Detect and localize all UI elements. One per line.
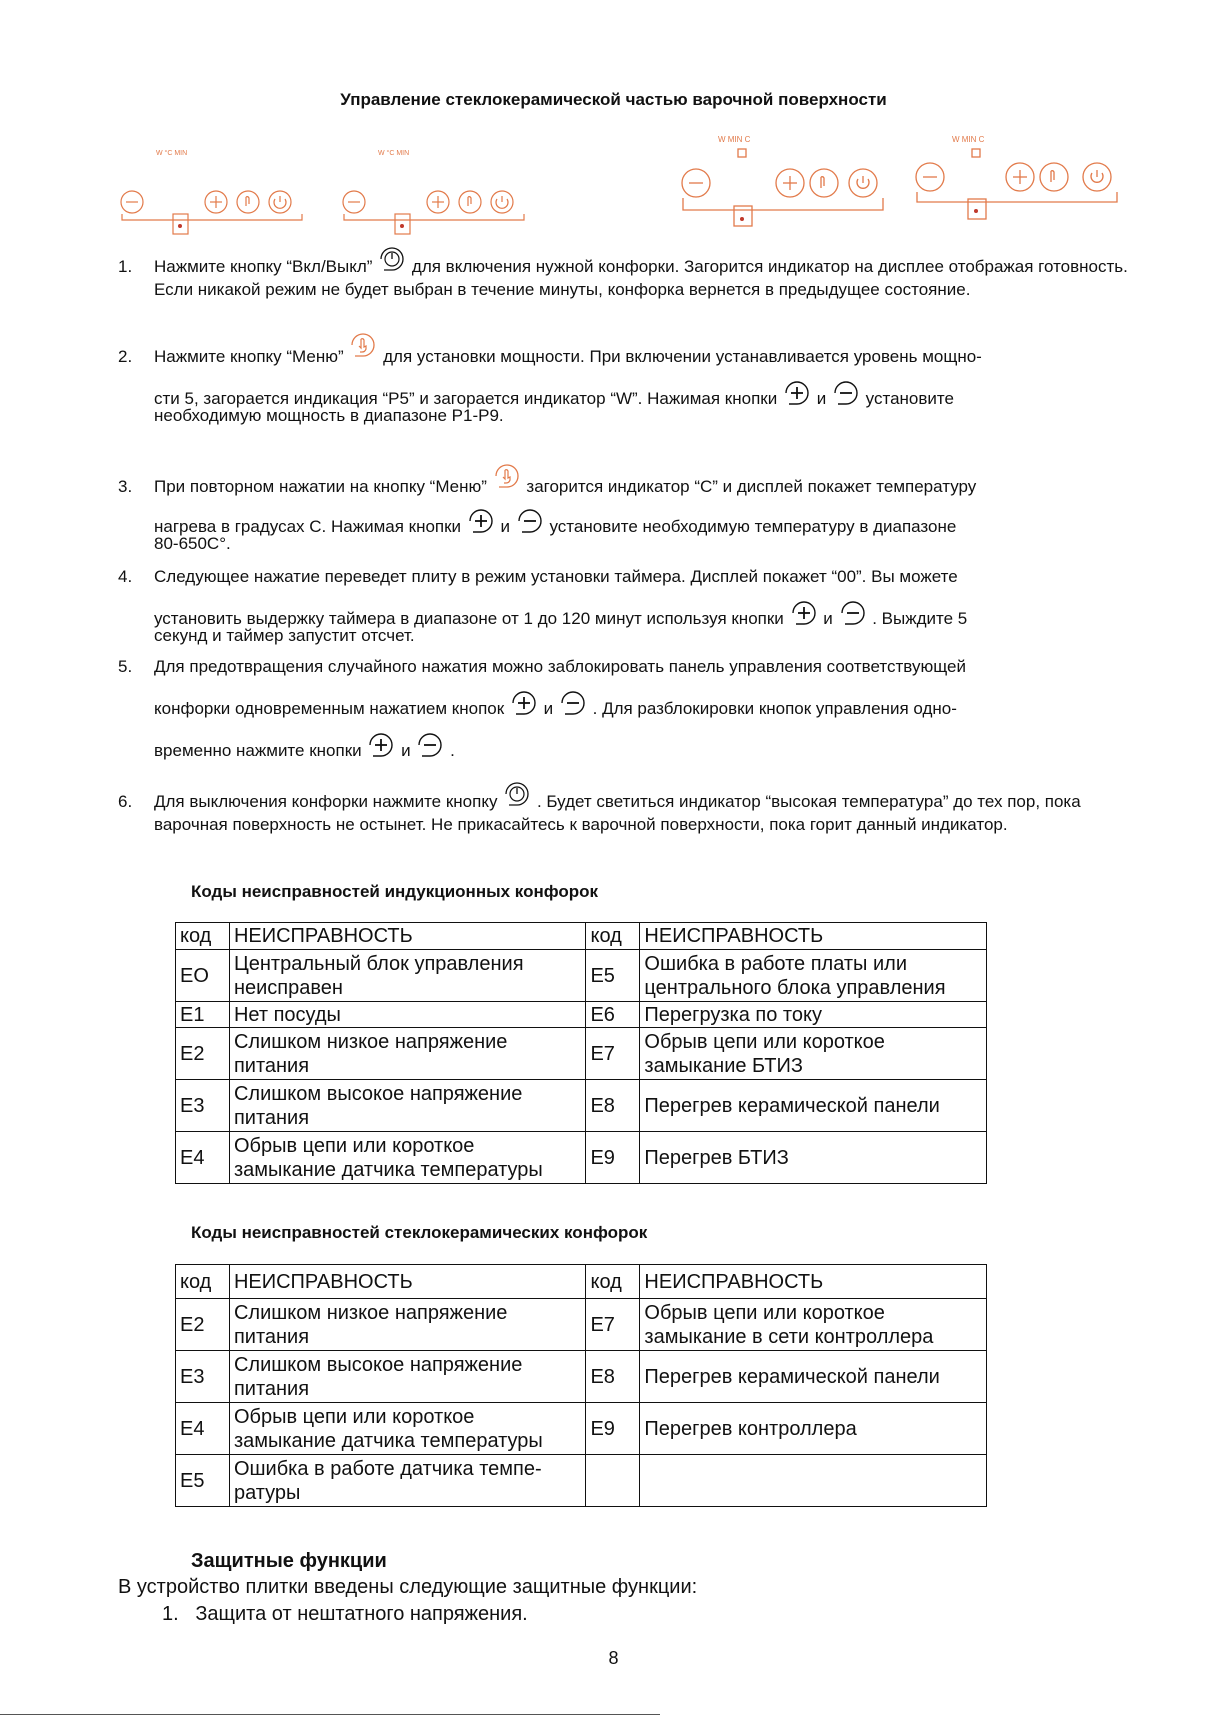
table-row: E3 Слишком высокое напряжение питания E8 Перегрев керамической панели bbox=[176, 1080, 987, 1132]
plus-icon bbox=[466, 506, 496, 536]
table-row: E3 Слишком высокое напряжение питания E8 Перегрев керамической панели bbox=[176, 1351, 987, 1403]
protect-heading: Защитные функции bbox=[191, 1550, 387, 1572]
control-panel-diagram-3: W MIN C bbox=[678, 135, 908, 235]
table-row: E5 Ошибка в работе датчика темпе-ратуры bbox=[176, 1455, 987, 1507]
minus-icon bbox=[558, 688, 588, 718]
control-panel-diagram-2: W °C MIN bbox=[340, 150, 540, 240]
page-divider bbox=[0, 1714, 660, 1715]
plus-icon bbox=[789, 598, 819, 628]
step-2: 2. Нажмите кнопку “Меню” для установки мощности. При включении устанавливается уровень мощно- сти 5, загорается индикация “P5” и загорается индикатор “W”. Нажимая кнопки и установите необходимую мощность в диапазоне P1-P9. bbox=[118, 345, 1138, 427]
table-row: E2 Слишком низкое напряжение питания E7 Обрыв цепи или короткое замыкание БТИЗ bbox=[176, 1028, 987, 1080]
induction-error-table bbox=[175, 922, 987, 1184]
menu-icon bbox=[492, 461, 522, 491]
page-title: Управление стеклокерамической частью варочной поверхности bbox=[340, 90, 887, 109]
plus-icon bbox=[366, 730, 396, 760]
protect-item: 1. Защита от нештатного напряжения. bbox=[162, 1603, 528, 1625]
minus-icon bbox=[415, 730, 445, 760]
control-panel-diagram-4: W MIN C bbox=[912, 135, 1142, 235]
table1-heading: Коды неисправностей индукционных конфорок bbox=[191, 882, 599, 901]
table-row: E1 Нет посуды E6 Перегрузка по току bbox=[176, 1002, 987, 1028]
table-row: E4 Обрыв цепи или короткое замыкание датчика температуры E9 Перегрев контроллера bbox=[176, 1403, 987, 1455]
minus-icon bbox=[838, 598, 868, 628]
table2-heading: Коды неисправностей стеклокерамических конфорок bbox=[191, 1223, 648, 1242]
table-row: E4 Обрыв цепи или короткое замыкание датчика температуры E9 Перегрев БТИЗ bbox=[176, 1132, 987, 1184]
protect-intro: В устройство плитки введены следующие защитные функции: bbox=[118, 1576, 698, 1598]
step-1: 1. Нажмите кнопку “Вкл/Выкл” для включения нужной конфорки. Загорится индикатор на дисплее отображая готовность. Если никакой режим не будет выбран в течение минуты, конфорка вернется в предыдущее состояние. bbox=[118, 255, 1138, 301]
power-icon bbox=[377, 244, 407, 274]
ceramic-error-table bbox=[175, 1264, 987, 1507]
power-icon bbox=[502, 779, 532, 809]
table-header-row: код НЕИСПРАВНОСТЬ код НЕИСПРАВНОСТЬ bbox=[176, 1265, 987, 1299]
minus-icon bbox=[831, 378, 861, 408]
step-3: 3. При повторном нажатии на кнопку “Меню” загорится индикатор “C” и дисплей покажет температуру нагрева в градусах С. Нажимая кнопки и установите необходимую температуру в диапазоне 80-650C°. bbox=[118, 475, 1138, 555]
table-header-row: код НЕИСПРАВНОСТЬ код НЕИСПРАВНОСТЬ bbox=[176, 923, 987, 950]
plus-icon bbox=[509, 688, 539, 718]
control-panel-diagram-1: W °C MIN bbox=[118, 150, 318, 240]
menu-icon bbox=[348, 330, 378, 360]
step-4: 4. Следующее нажатие переведет плиту в режим установки таймера. Дисплей покажет “00”. Вы можете установить выдержку таймера в диапазоне от 1 до 120 минут используя кнопки и . Выждите 5 секунд и таймер запустит отсчет. bbox=[118, 567, 968, 645]
minus-icon bbox=[515, 506, 545, 536]
step-5: 5. Для предотвращения случайного нажатия можно заблокировать панель управления соответствующей конфорки одновременным нажатием кнопок и . Для разблокировки кнопок управления одно- временно нажмите кнопки и . bbox=[118, 657, 966, 760]
table-row: E2 Слишком низкое напряжение питания E7 Обрыв цепи или короткое замыкание в сети контроллера bbox=[176, 1299, 987, 1351]
page-number: 8 bbox=[608, 1648, 619, 1668]
step-6: 6. Для выключения конфорки нажмите кнопку . Будет светиться индикатор “высокая температура” до тех пор, пока варочная поверхность не остынет. Не прикасайтесь к варочной поверхности, пока горит данный индикатор. bbox=[118, 790, 1138, 836]
plus-icon bbox=[782, 378, 812, 408]
table-row: EO Центральный блок управления неисправен E5 Ошибка в работе платы или центрального блока управления bbox=[176, 950, 987, 1002]
